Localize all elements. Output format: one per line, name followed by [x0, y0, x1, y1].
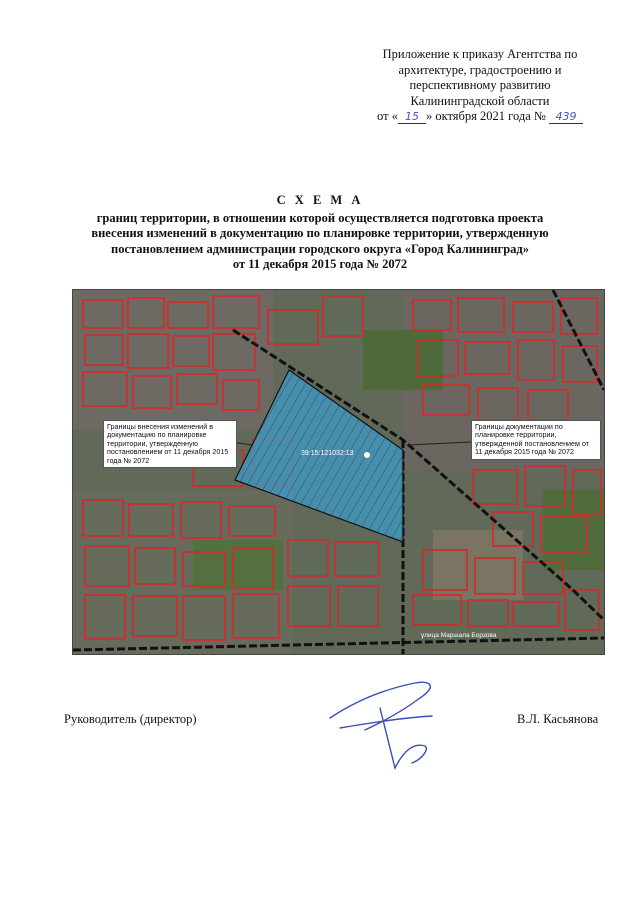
callout-change-boundaries: Границы внесения изменений в документацию по планировке территории, утвержденную постановлением от 11 декабря 2015 года № 2072 — [103, 420, 237, 468]
header-line-4: Калининградской области — [410, 93, 550, 108]
appendix-header — [340, 47, 620, 125]
street-label: улица Маршала Борзова — [421, 632, 497, 639]
scheme-heading: С Х Е М А — [276, 193, 364, 207]
handwritten-signature — [320, 668, 450, 778]
title-line-3: постановлением администрации городского округа «Город Калининград» — [111, 241, 529, 256]
header-date-line — [340, 109, 620, 125]
callout-documentation-boundaries: Границы документации по планировке территории, утвержденной постановлением от 11 декабря 2015 года № 2072 — [471, 420, 601, 460]
title-line-1: границ территории, в отношении которой осуществляется подготовка проекта — [96, 210, 544, 225]
handwritten-day: 15 — [398, 111, 426, 124]
cadastral-number-label: 39:15:121032:13 — [301, 450, 354, 457]
aerial-map-image — [73, 290, 604, 654]
signer-name: В.Л. Касьянова — [517, 712, 599, 726]
parcel-marker — [364, 452, 370, 458]
document-title — [60, 193, 580, 273]
signer-role: Руководитель (директор) — [64, 712, 197, 726]
header-line-2: архитектуре, градостроению и — [398, 62, 562, 77]
scheme-map — [72, 289, 605, 655]
date-prefix: от « — [377, 109, 398, 123]
handwritten-order-number: 439 — [549, 111, 583, 124]
header-line-1: Приложение к приказу Агентства по — [382, 47, 578, 61]
header-line-3: перспективному развитию — [409, 78, 551, 92]
title-line-4: от 11 декабря 2015 года № 2072 — [232, 257, 408, 271]
title-line-2: внесения изменений в документацию по планировке территории, утвержденную — [91, 226, 549, 240]
date-middle: » октября 2021 года № — [425, 109, 546, 123]
